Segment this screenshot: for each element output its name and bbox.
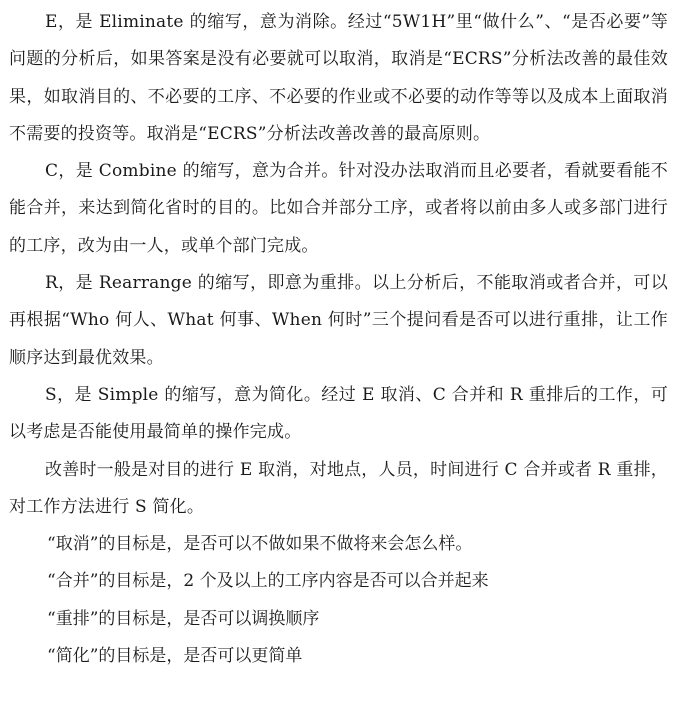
goal-eliminate: “取消”的目标是，是否可以不做如果不做将来会怎么样。 <box>47 534 473 555</box>
paragraph-rearrange: R，是 Rearrange 的缩写，即意为重排。以上分析后，不能取消或者合并，可以再根据“Who 何人、What 何事、When 何时”三个提问看是否可以进行重排，让工作顺序达到最优效果。 <box>9 273 668 368</box>
goal-rearrange: “重排”的目标是，是否可以调换顺序 <box>47 608 320 629</box>
paragraph-eliminate: E，是 Eliminate 的缩写，意为消除。经过“5W1H”里“做什么”、“是否必要”等问题的分析后，如果答案是没有必要就可以取消，取消是“ECRS”分析法改善的最佳效果，如取消目的、不必要的工序、不必要的作业或不必要的动作等等以及成本上面取消不需要的投资等。取消是“ECRS”分析法改善改善的最高原则。 <box>9 12 668 144</box>
goal-combine: “合并”的目标是，2 个及以上的工序内容是否可以合并起来 <box>47 571 489 592</box>
goal-simplify: “简化”的目标是，是否可以更简单 <box>47 646 303 667</box>
paragraph-combine: C，是 Combine 的缩写，意为合并。针对没办法取消而且必要者，看就要看能不能合并，来达到简化省时的目的。比如合并部分工序，或者将以前由多人或多部门进行的工序，改为由一人，或单个部门完成。 <box>9 161 668 256</box>
paragraph-simple: S，是 Simple 的缩写，意为简化。经过 E 取消、C 合并和 R 重排后的工作，可以考虑是否能使用最简单的操作完成。 <box>9 384 668 443</box>
paragraph-summary: 改善时一般是对目的进行 E 取消，对地点，人员，时间进行 C 合并或者 R 重排，对工作方法进行 S 简化。 <box>9 459 668 517</box>
